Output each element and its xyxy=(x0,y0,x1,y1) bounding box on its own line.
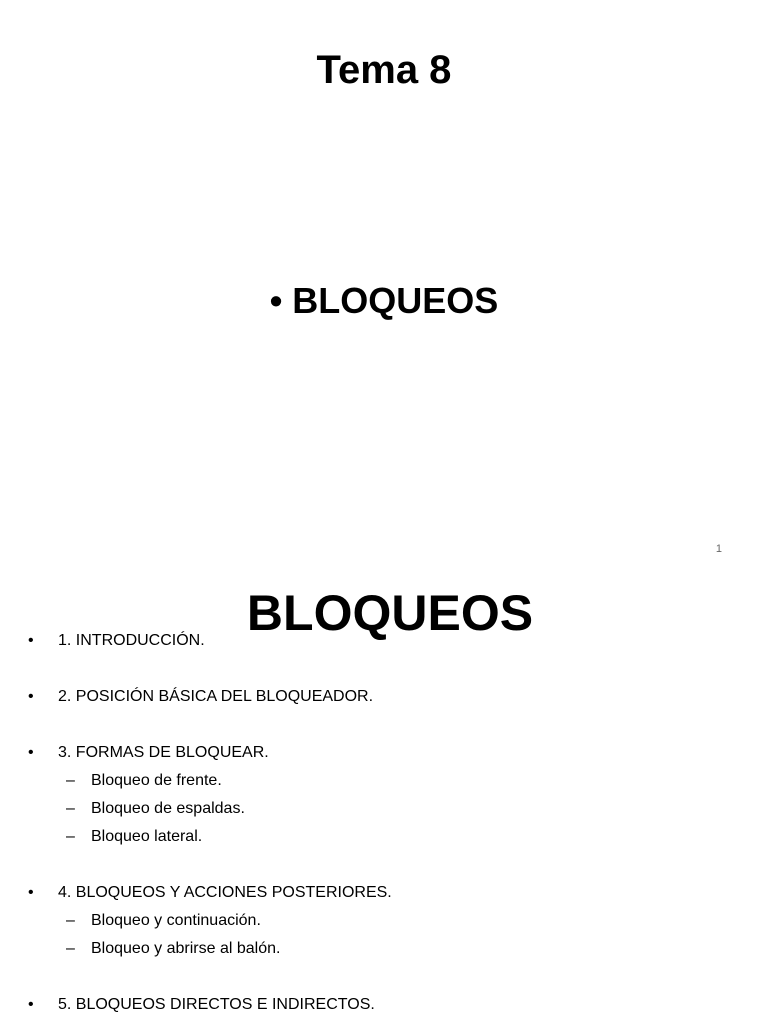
slide-title: BLOQUEOS xyxy=(246,585,534,641)
list-item-label: 5. BLOQUEOS DIRECTOS E INDIRECTOS. xyxy=(58,996,375,1013)
main-bullet-text: BLOQUEOS xyxy=(292,280,499,321)
list-item-label: 4. BLOQUEOS Y ACCIONES POSTERIORES. xyxy=(58,884,392,901)
list-item-label: 1. INTRODUCCIÓN. xyxy=(58,632,205,649)
main-bullet xyxy=(0,280,768,322)
sub-item-label: Bloqueo de espaldas. xyxy=(91,800,245,817)
bullet-dot-icon: • xyxy=(28,688,34,705)
sub-list-item xyxy=(28,907,392,935)
bullet-dot-icon: • xyxy=(28,632,34,649)
sub-item-label: Bloqueo y continuación. xyxy=(91,912,261,929)
bullet-dot-icon: • xyxy=(28,744,34,761)
slide-title: Tema 8 xyxy=(316,48,452,92)
sub-list-item xyxy=(28,935,392,963)
sub-list-item xyxy=(28,795,392,823)
sub-list-item xyxy=(28,767,392,795)
bullet-dot-icon: • xyxy=(269,280,283,321)
slide-2 xyxy=(0,575,768,1024)
dash-icon: – xyxy=(66,800,75,817)
list-item xyxy=(28,739,392,767)
page-number: 1 xyxy=(715,543,722,555)
list-item-label: 3. FORMAS DE BLOQUEAR. xyxy=(58,744,269,761)
bullet-dot-icon: • xyxy=(28,884,34,901)
sub-list-item xyxy=(28,823,392,851)
sub-item-label: Bloqueo de frente. xyxy=(91,772,222,789)
dash-icon: – xyxy=(66,912,75,929)
list-item xyxy=(28,879,392,907)
outline-list xyxy=(28,627,392,1019)
dash-icon: – xyxy=(66,940,75,957)
bullet-dot-icon: • xyxy=(28,996,34,1013)
dash-icon: – xyxy=(66,828,75,845)
sub-item-label: Bloqueo y abrirse al balón. xyxy=(91,940,281,957)
list-item xyxy=(28,991,392,1019)
list-item-label: 2. POSICIÓN BÁSICA DEL BLOQUEADOR. xyxy=(58,688,374,705)
list-item xyxy=(28,683,392,711)
sub-item-label: Bloqueo lateral. xyxy=(91,828,203,845)
dash-icon: – xyxy=(66,772,75,789)
